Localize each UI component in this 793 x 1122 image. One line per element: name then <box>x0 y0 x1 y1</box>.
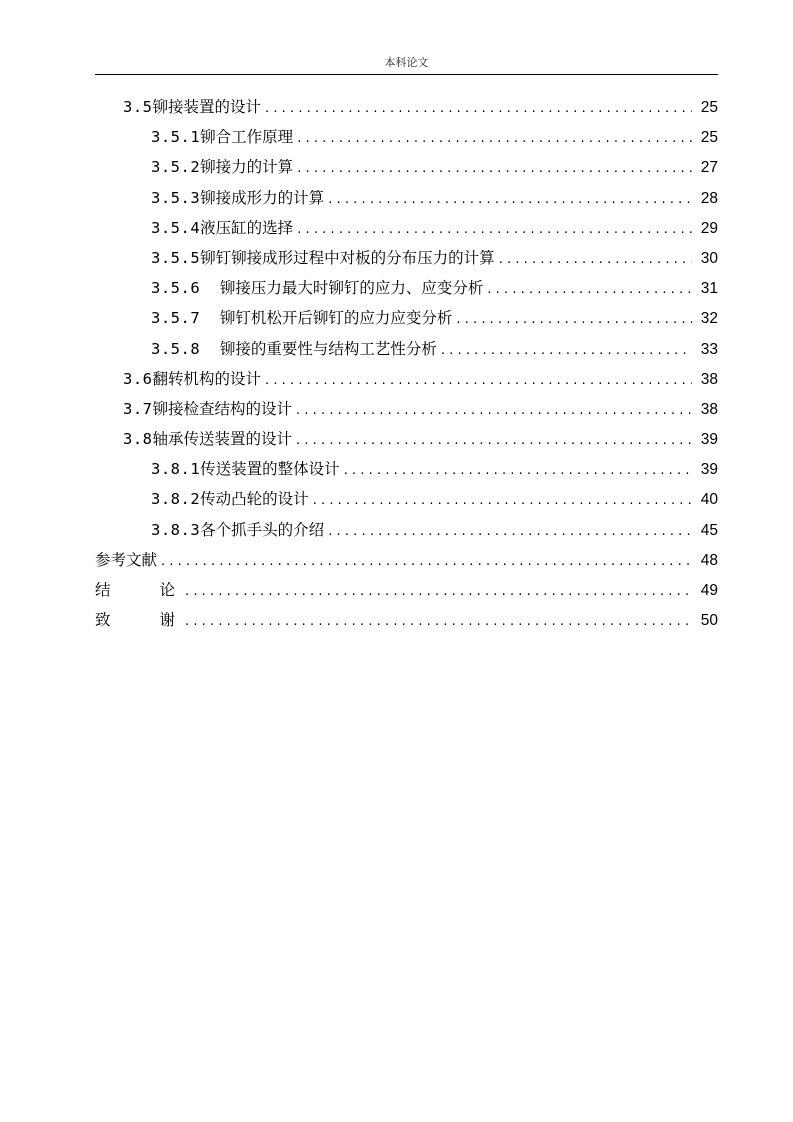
toc-entry-number: 3.5.8 <box>151 339 220 358</box>
toc-entry[interactable] <box>95 243 718 273</box>
toc-entry-number: 3.5.2 <box>151 158 201 177</box>
toc-entry-title: 铆钉铆接成形过程中对板的分布压力的计算 <box>200 248 495 267</box>
toc-entry[interactable] <box>95 213 718 243</box>
toc-entry-page: 45 <box>700 521 718 539</box>
toc-entry-number: 3.8.3 <box>151 520 201 539</box>
toc-entry[interactable] <box>95 484 718 514</box>
toc-entry-page: 27 <box>700 159 718 177</box>
toc-entry-number: 3.7 <box>123 399 153 418</box>
toc-entry[interactable] <box>95 92 718 122</box>
toc-entry-page: 40 <box>700 491 718 509</box>
toc-dot-leader <box>185 607 692 637</box>
toc-dot-leader <box>265 366 692 396</box>
toc-entry[interactable] <box>95 273 718 303</box>
toc-entry-title: 传送装置的整体设计 <box>200 460 340 479</box>
toc-entry-title: 致 谢 <box>95 611 182 630</box>
toc-entry-number: 3.5.1 <box>151 128 201 147</box>
toc-entry[interactable] <box>95 394 718 424</box>
table-of-contents <box>95 92 718 635</box>
toc-entry[interactable] <box>95 545 718 575</box>
toc-entry-number: 3.8.1 <box>151 460 201 479</box>
toc-entry-number: 3.8.2 <box>151 490 201 509</box>
toc-entry-title: 传动凸轮的设计 <box>200 490 309 509</box>
toc-entry-number: 3.5.7 <box>151 309 220 328</box>
toc-entry-title: 参考文献 <box>95 550 158 569</box>
toc-dot-leader <box>328 517 692 547</box>
toc-entry-title: 翻转机构的设计 <box>152 369 262 388</box>
toc-entry-number: 3.5.3 <box>151 188 201 207</box>
toc-entry-title: 铆接力的计算 <box>200 158 294 177</box>
toc-dot-leader <box>296 396 692 426</box>
toc-entry-number: 3.8 <box>123 430 153 449</box>
toc-dot-leader <box>297 154 692 184</box>
toc-entry-page: 25 <box>700 129 718 147</box>
toc-dot-leader <box>456 305 692 335</box>
toc-entry-page: 33 <box>700 340 718 358</box>
toc-entry[interactable] <box>95 122 718 152</box>
toc-dot-leader <box>297 124 692 154</box>
toc-entry[interactable] <box>95 424 718 454</box>
toc-entry-title: 铆接成形力的计算 <box>200 188 325 207</box>
toc-entry-page: 30 <box>700 249 718 267</box>
toc-entry-number: 3.5 <box>123 98 153 116</box>
toc-dot-leader <box>185 577 692 607</box>
toc-entry[interactable] <box>95 152 718 182</box>
toc-entry-number: 3.5.6 <box>151 279 220 298</box>
toc-entry[interactable] <box>95 454 718 484</box>
toc-entry-page: 39 <box>700 461 718 479</box>
page-header-title: 本科论文 <box>384 56 429 69</box>
toc-entry[interactable] <box>95 605 718 635</box>
toc-dot-leader <box>328 185 692 215</box>
toc-entry-title: 铆钉机松开后铆钉的应力应变分析 <box>219 309 453 328</box>
toc-dot-leader <box>297 215 692 245</box>
toc-entry-page: 48 <box>700 551 718 569</box>
toc-entry-page: 28 <box>700 189 718 207</box>
toc-dot-leader <box>265 94 692 124</box>
toc-entry-title: 铆接装置的设计 <box>152 98 262 116</box>
toc-entry-title: 轴承传送装置的设计 <box>152 430 293 449</box>
toc-entry[interactable] <box>95 303 718 333</box>
toc-entry-page: 38 <box>700 370 718 388</box>
toc-entry-title: 铆接的重要性与结构工艺性分析 <box>219 339 437 358</box>
toc-entry-page: 32 <box>700 310 718 328</box>
toc-entry-number: 3.6 <box>123 369 153 388</box>
toc-entry[interactable] <box>95 334 718 364</box>
toc-entry-page: 25 <box>700 99 718 116</box>
toc-entry-page: 39 <box>700 431 718 449</box>
toc-entry[interactable] <box>95 515 718 545</box>
toc-dot-leader <box>441 336 692 366</box>
toc-entry[interactable] <box>95 364 718 394</box>
toc-entry-page: 29 <box>700 219 718 237</box>
toc-entry-title: 液压缸的选择 <box>200 218 294 237</box>
toc-entry-number: 3.5.4 <box>151 218 201 237</box>
toc-dot-leader <box>296 426 692 456</box>
toc-entry[interactable] <box>95 183 718 213</box>
toc-dot-leader <box>487 275 692 305</box>
toc-entry-title: 各个抓手头的介绍 <box>200 520 325 539</box>
toc-dot-leader <box>161 547 692 577</box>
toc-entry-title: 结 论 <box>95 581 182 599</box>
toc-entry-title: 铆接检查结构的设计 <box>152 399 293 418</box>
toc-entry-page: 49 <box>700 582 718 599</box>
toc-dot-leader <box>313 486 692 516</box>
toc-entry-number: 3.5.5 <box>151 248 201 267</box>
toc-dot-leader <box>344 456 692 486</box>
toc-entry-page: 50 <box>700 612 718 630</box>
toc-entry[interactable] <box>95 575 718 605</box>
toc-dot-leader <box>499 245 692 275</box>
header-divider <box>95 74 718 75</box>
toc-entry-page: 38 <box>700 400 718 418</box>
toc-entry-page: 31 <box>700 280 718 298</box>
toc-entry-title: 铆接压力最大时铆钉的应力、应变分析 <box>219 279 484 298</box>
toc-entry-title: 铆合工作原理 <box>200 128 294 147</box>
